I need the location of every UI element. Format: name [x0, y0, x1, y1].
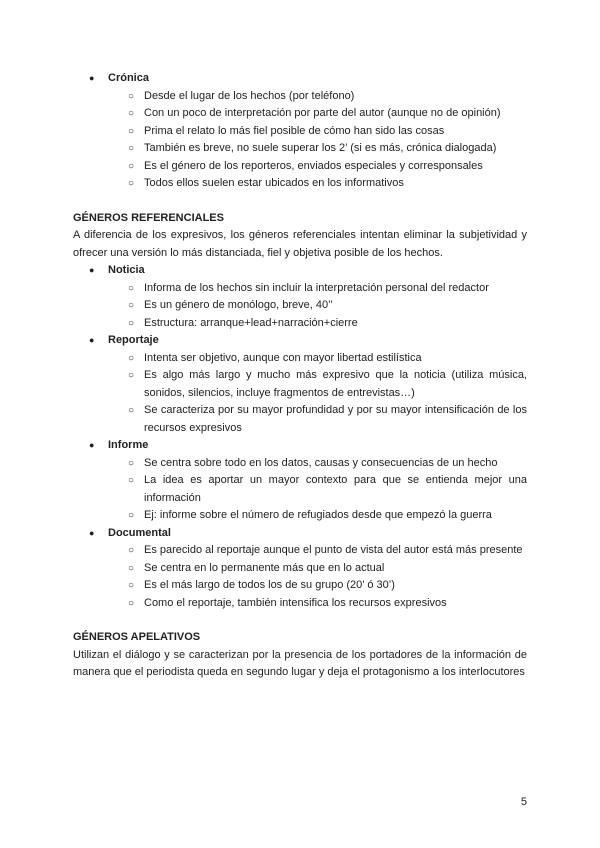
sub-item-text: Se centra sobre todo en los datos, causas y consecuencias de un hecho — [144, 456, 498, 469]
section-intro-apelativos: Utilizan el diálogo y se caracterizan por la presencia de los portadores de la información de manera que el periodista queda en segundo lugar y deja el protagonismo a los interlocutores — [73, 648, 527, 678]
circle-bullet-icon: ○ — [128, 143, 135, 154]
item-title: Crónica — [108, 72, 149, 84]
sub-item — [73, 455, 527, 473]
item-title: Informe — [108, 439, 149, 451]
sub-item-text: Se caracteriza por su mayor profundidad y por su mayor intensificación de los recursos expresivos — [144, 404, 527, 434]
sub-item-text: También es breve, no suele superar los 2’ (si es más, crónica dialogada) — [144, 142, 497, 154]
sub-item-text: Estructura: arranque+lead+narración+cierre — [144, 316, 358, 329]
sub-item-text: Intenta ser objetivo, aunque con mayor libertad estilística — [144, 351, 422, 364]
section-heading-referenciales: GÉNEROS REFERENCIALES — [73, 211, 224, 224]
sub-item — [73, 472, 527, 507]
sub-item — [73, 158, 527, 176]
circle-bullet-icon: ○ — [128, 178, 135, 189]
sub-item-text: Informa de los hechos sin incluir la interpretación personal del redactor — [144, 281, 489, 294]
circle-bullet-icon: ○ — [128, 545, 135, 556]
sub-item-text: Prima el relato lo más fiel posible de cómo han sido las cosas — [144, 124, 445, 137]
item-title: Documental — [108, 526, 171, 539]
circle-bullet-icon: ○ — [128, 282, 135, 294]
bullet-icon: ● — [89, 335, 95, 345]
sub-item — [73, 402, 527, 437]
circle-bullet-icon: ○ — [128, 160, 135, 172]
circle-bullet-icon: ○ — [128, 597, 135, 609]
sub-item-text: Todos ellos suelen estar ubicados en los informativos — [144, 177, 404, 189]
item-title: Reportaje — [108, 334, 159, 346]
sub-item — [73, 350, 527, 368]
circle-bullet-icon: ○ — [128, 405, 135, 416]
circle-bullet-icon: ○ — [128, 580, 135, 591]
sub-item-text: Con un poco de interpretación por parte del autor (aunque no de opinión) — [144, 107, 501, 119]
list-item-noticia — [73, 262, 527, 280]
sub-item-text: Se centra en lo permanente más que en lo actual — [144, 561, 385, 574]
sub-item — [73, 595, 527, 613]
sub-item — [73, 577, 527, 595]
sub-item — [73, 315, 527, 333]
list-item-documental — [73, 525, 527, 543]
circle-bullet-icon: ○ — [128, 317, 135, 329]
list-item-cronica — [73, 70, 527, 88]
circle-bullet-icon: ○ — [128, 125, 135, 137]
sub-item-text: Ej: informe sobre el número de refugiados desde que empezó la guerra — [144, 509, 492, 521]
list-item-reportaje — [73, 332, 527, 350]
sub-item — [73, 542, 527, 560]
sub-item — [73, 560, 527, 578]
circle-bullet-icon: ○ — [128, 108, 135, 119]
page-number: 5 — [520, 796, 527, 808]
sub-item — [73, 140, 527, 158]
sub-item — [73, 280, 527, 298]
circle-bullet-icon: ○ — [128, 352, 135, 364]
section-intro-referenciales: A diferencia de los expresivos, los géneros referenciales intentan eliminar la subjetividad y ofrecer una versión lo más distanciada, fiel y objetiva posible de los hechos. — [73, 229, 527, 259]
circle-bullet-icon: ○ — [128, 300, 135, 311]
sub-item — [73, 105, 527, 123]
sub-item — [73, 297, 527, 315]
bullet-icon: ● — [89, 73, 95, 83]
circle-bullet-icon: ○ — [128, 475, 135, 486]
sub-item — [73, 123, 527, 141]
list-item-informe — [73, 437, 527, 455]
sub-item-text: Es parecido al reportaje aunque el punto de vista del autor está más presente — [144, 544, 523, 556]
bullet-icon: ● — [89, 527, 95, 538]
sub-item-text: Desde el lugar de los hechos (por teléfono) — [144, 89, 355, 102]
section-heading-apelativos: GÉNEROS APELATIVOS — [73, 631, 201, 643]
circle-bullet-icon: ○ — [128, 562, 135, 574]
circle-bullet-icon: ○ — [128, 510, 135, 521]
circle-bullet-icon: ○ — [128, 457, 135, 469]
sub-item — [73, 175, 527, 193]
bullet-icon: ● — [89, 440, 95, 450]
bullet-icon: ● — [89, 265, 95, 275]
sub-item — [73, 367, 527, 402]
sub-item-text: La idea es aportar un mayor contexto para que se entienda mejor una información — [144, 474, 527, 504]
sub-item — [73, 507, 527, 525]
item-title: Noticia — [108, 264, 145, 276]
sub-item-text: Es el género de los reporteros, enviados especiales y corresponsales — [144, 159, 483, 172]
sub-item-text: Es el más largo de todos los de su grupo (20’ ó 30’) — [144, 579, 395, 591]
circle-bullet-icon: ○ — [128, 370, 135, 381]
sub-item-text: Como el reportaje, también intensifica los recursos expresivos — [144, 596, 447, 609]
sub-item-text: Es un género de monólogo, breve, 40’’ — [144, 299, 333, 311]
sub-item — [73, 88, 527, 106]
sub-item-text: Es algo más largo y mucho más expresivo que la noticia (utiliza música, sonidos, silencios, incluye fragmentos de entrevistas…) — [144, 369, 527, 399]
document-page — [73, 70, 527, 682]
circle-bullet-icon: ○ — [128, 90, 135, 102]
